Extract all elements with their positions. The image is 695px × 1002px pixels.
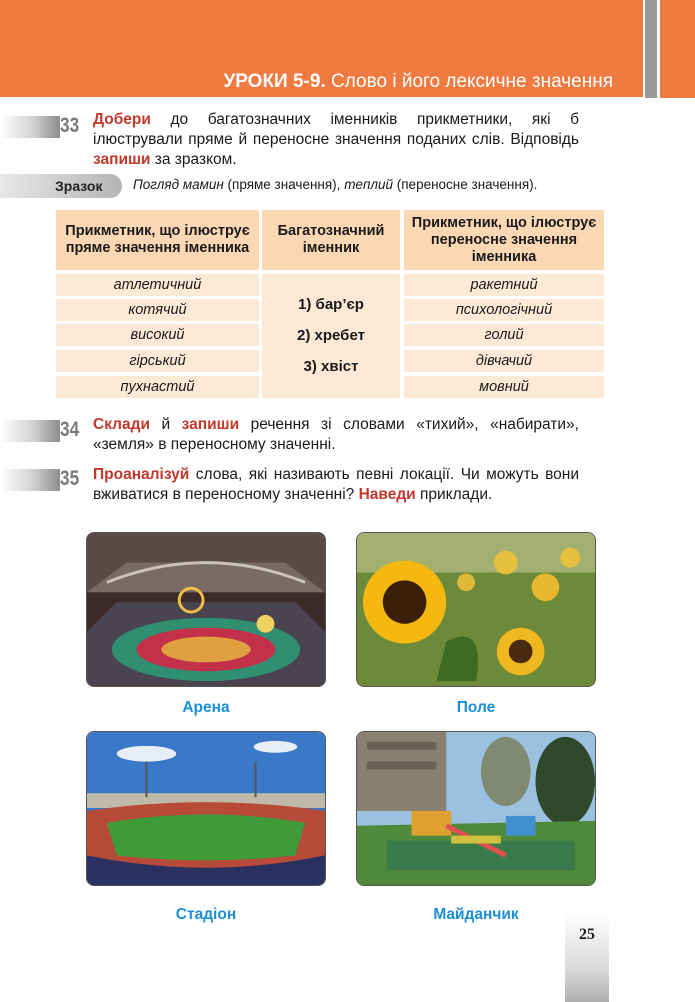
side-strip-gray bbox=[645, 0, 657, 98]
exercise-33-text bbox=[93, 110, 579, 170]
keyword: запиши bbox=[181, 416, 240, 433]
table-cell-figurative: психологічний bbox=[404, 299, 604, 321]
sunflower-field-photo bbox=[356, 532, 596, 687]
sample-text bbox=[133, 177, 537, 192]
text-run: слова, які називають певні локації. Чи можуть вони вживатися в переносному значенні? bbox=[93, 466, 579, 503]
table-cell-direct: котячий bbox=[56, 299, 259, 321]
page-number: 25 bbox=[579, 926, 595, 943]
sample-phrase: теплий bbox=[344, 177, 393, 192]
table-cell-figurative: голий bbox=[404, 324, 604, 346]
text-run: приклади. bbox=[415, 486, 493, 503]
table-cell-direct: пухнастий bbox=[56, 376, 259, 398]
table-header-noun: Багатозначний іменник bbox=[262, 210, 400, 270]
table-cell-figurative: дівчачий bbox=[404, 350, 604, 372]
table-cell-direct: високий bbox=[56, 324, 259, 346]
table-noun: 2) хребет bbox=[297, 327, 365, 344]
exercise-tab-33 bbox=[0, 116, 60, 138]
exercise-number-34: 34 bbox=[60, 418, 80, 441]
keyword: Склади bbox=[93, 416, 150, 433]
exercise-34-text bbox=[93, 415, 579, 455]
table-header-direct: Прикметник, що ілюструє пряме значення іменника bbox=[56, 210, 259, 270]
exercise-number-35: 35 bbox=[60, 467, 80, 490]
exercise-35-text bbox=[93, 465, 579, 505]
sample-phrase: Погляд мамин bbox=[133, 177, 224, 192]
arena-photo bbox=[86, 532, 326, 687]
keyword: Наведи bbox=[358, 486, 416, 503]
table-noun: 3) хвіст bbox=[303, 358, 359, 375]
caption-playground: Майданчик bbox=[433, 906, 519, 923]
exercise-number-33: 33 bbox=[60, 114, 80, 137]
table-cell-direct: гірський bbox=[56, 350, 259, 372]
caption-field: Поле bbox=[456, 699, 496, 716]
text-run: за зразком. bbox=[150, 151, 237, 168]
stadium-photo bbox=[86, 731, 326, 886]
caption-arena: Арена bbox=[182, 699, 230, 716]
sample-label: Зразок bbox=[55, 178, 103, 194]
playground-photo bbox=[356, 731, 596, 886]
lesson-title bbox=[0, 66, 643, 98]
text-run: (переносне значення). bbox=[393, 177, 538, 192]
exercise-tab-35 bbox=[0, 469, 60, 491]
lesson-topic: Слово і його лексичне значення bbox=[331, 71, 613, 92]
keyword: Добери bbox=[93, 111, 151, 128]
text-run: й bbox=[149, 416, 182, 433]
keyword: запиши bbox=[93, 151, 151, 168]
table-noun: 1) бар’єр bbox=[298, 296, 364, 313]
table-cell-figurative: мовний bbox=[404, 376, 604, 398]
caption-stadium: Стадіон bbox=[175, 906, 237, 923]
text-run: до багатозначних іменників прикметники, які б ілюстрували пряме й переносне значення поданих слів. Відповідь bbox=[93, 111, 579, 148]
lesson-number: УРОКИ 5-9. bbox=[223, 71, 326, 92]
keyword: Проаналізуй bbox=[93, 466, 190, 483]
table-cell-figurative: ракетний bbox=[404, 274, 604, 296]
side-strip-orange bbox=[660, 0, 695, 98]
text-run: речення зі словами «тихий», «набирати», «земля» в переносному значенні. bbox=[93, 416, 579, 453]
text-run: (пряме значення), bbox=[223, 177, 345, 192]
table-header-figurative: Прикметник, що ілюструє переносне значення іменника bbox=[404, 210, 604, 270]
exercise-tab-34 bbox=[0, 420, 60, 442]
table-cell-direct: атлетичний bbox=[56, 274, 259, 296]
